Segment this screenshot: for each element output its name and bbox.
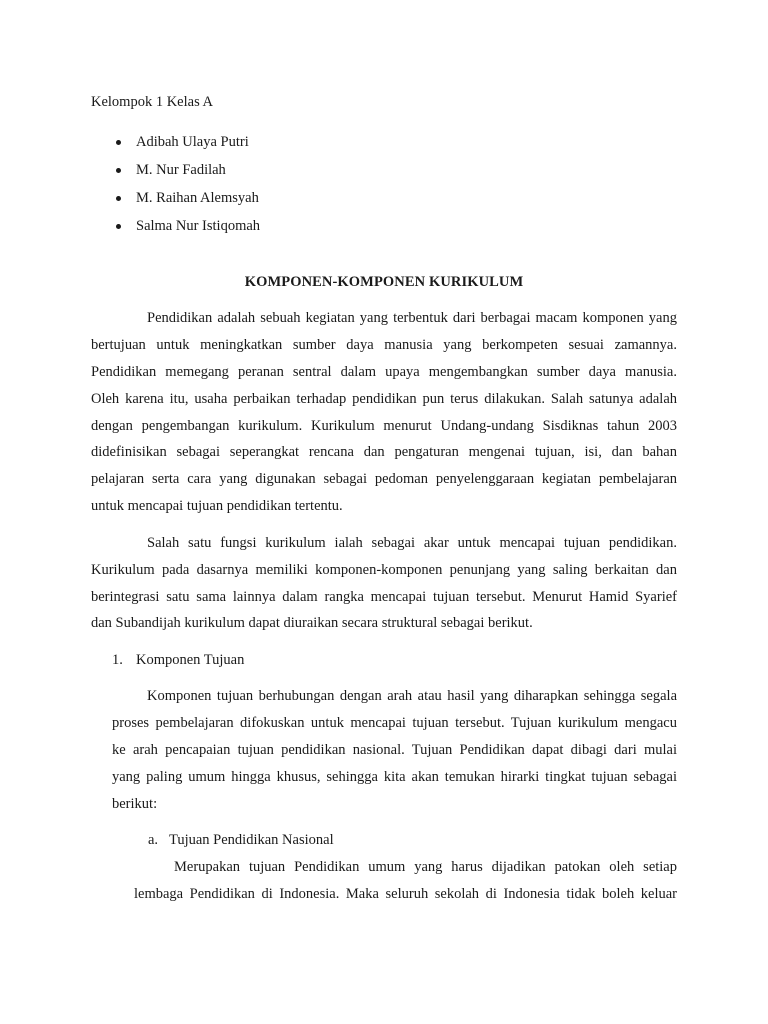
paragraph-line: Pendidikan memegang peranan sentral dalam upaya mengembangkan sumber daya manusia. <box>91 364 677 380</box>
paragraph-line: pelajaran serta cara yang digunakan sebagai pedoman penyelenggaraan kegiatan pembelajaran <box>91 471 677 487</box>
bullet-icon <box>116 196 121 201</box>
section-title: Komponen Tujuan <box>136 652 245 668</box>
paragraph-line: proses pembelajaran difokuskan untuk mencapai tujuan tersebut. Tujuan kurikulum mengacu <box>112 715 677 731</box>
document-title: KOMPONEN-KOMPONEN KURIKULUM <box>244 274 524 290</box>
bullet-icon <box>116 140 121 145</box>
paragraph-line: dengan pengembangan kurikulum. Kurikulum menurut Undang-undang Sisdiknas tahun 2003 <box>91 418 677 434</box>
bullet-icon <box>116 224 121 229</box>
paragraph-line: Oleh karena itu, usaha perbaikan terhadap pendidikan pun terus dilakukan. Salah satunya adalah <box>91 391 677 407</box>
paragraph-line: Salah satu fungsi kurikulum ialah sebagai akar untuk mencapai tujuan pendidikan. <box>147 535 677 551</box>
bullet-icon <box>116 168 121 173</box>
paragraph-line: Komponen tujuan berhubungan dengan arah atau hasil yang diharapkan sehingga segala <box>147 688 677 704</box>
subsection-title: Tujuan Pendidikan Nasional <box>169 832 334 848</box>
member-name: M. Nur Fadilah <box>136 162 226 178</box>
paragraph-line: bertujuan untuk meningkatkan sumber daya manusia yang berkompeten sesuai zamannya. <box>91 337 677 353</box>
paragraph-line: Pendidikan adalah sebuah kegiatan yang terbentuk dari berbagai macam komponen yang <box>147 310 677 326</box>
paragraph-line: Kurikulum pada dasarnya memiliki komponen-komponen penunjang yang saling berkaitan dan <box>91 562 677 578</box>
paragraph-line: dan Subandijah kurikulum dapat diuraikan secara struktural sebagai berikut. <box>91 615 533 631</box>
member-name: M. Raihan Alemsyah <box>136 190 259 206</box>
paragraph-line: lembaga Pendidikan di Indonesia. Maka seluruh sekolah di Indonesia tidak boleh keluar <box>134 886 677 902</box>
member-name: Adibah Ulaya Putri <box>136 134 249 150</box>
paragraph-line: yang paling umum hingga khusus, sehingga kita akan temukan hirarki tingkat tujuan sebagai <box>112 769 677 785</box>
subsection-letter: a. <box>148 832 159 848</box>
paragraph-line: untuk mencapai tujuan pendidikan tertentu. <box>91 498 343 514</box>
member-name: Salma Nur Istiqomah <box>136 218 261 234</box>
paragraph-line: didefinisikan sebagai seperangkat rencana dan pengaturan mengenai tujuan, isi, dan bahan <box>91 444 677 460</box>
paragraph-line: berikut: <box>112 796 158 812</box>
section-number: 1. <box>112 652 123 668</box>
paragraph-line: ke arah pencapaian tujuan pendidikan nasional. Tujuan Pendidikan dapat dibagi dari mulai <box>112 742 677 758</box>
group-heading: Kelompok 1 Kelas A <box>91 94 214 110</box>
paragraph-line: berintegrasi satu sama lainnya dalam rangka mencapai tujuan tersebut. Menurut Hamid Syarief <box>91 589 677 605</box>
paragraph-line: Merupakan tujuan Pendidikan umum yang harus dijadikan patokan oleh setiap <box>174 859 677 875</box>
